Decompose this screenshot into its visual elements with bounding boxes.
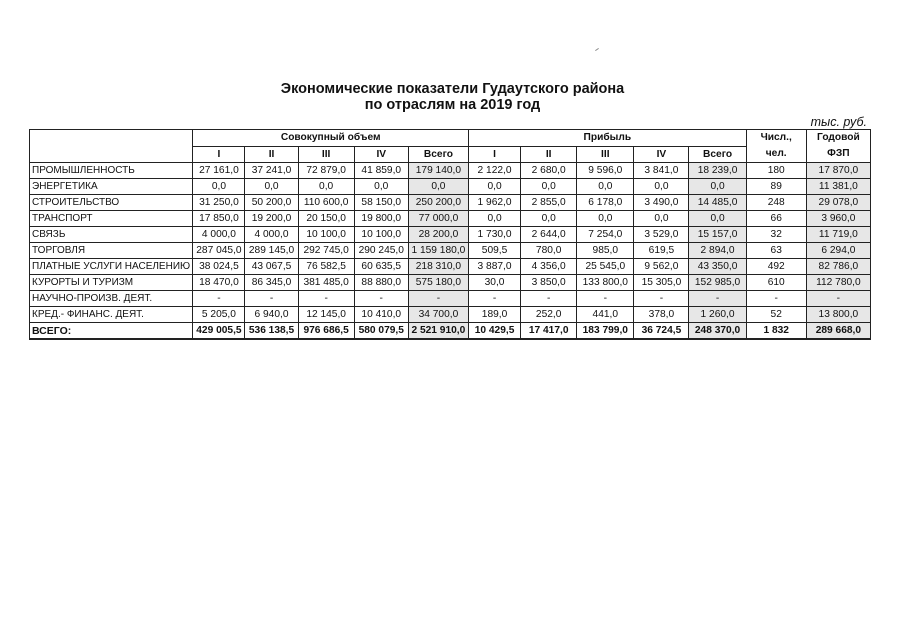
- volume-cell: 20 150,0: [298, 211, 354, 227]
- volume-total-cell: 218 310,0: [408, 259, 468, 275]
- volume-cell: 27 161,0: [193, 163, 245, 179]
- volume-cell: 289 145,0: [245, 243, 298, 259]
- employees-cell: 63: [746, 243, 806, 259]
- volume-cell: 31 250,0: [193, 195, 245, 211]
- volume-cell: 0,0: [245, 179, 298, 195]
- volume-cell: 76 582,5: [298, 259, 354, 275]
- row-name: СВЯЗЬ: [30, 227, 193, 243]
- profit-cell: 9 562,0: [634, 259, 689, 275]
- volume-cell: 10 100,0: [298, 227, 354, 243]
- row-name: КРЕД.- ФИНАНС. ДЕЯТ.: [30, 307, 193, 323]
- profit-cell: 0,0: [521, 179, 577, 195]
- profit-cell: 0,0: [634, 179, 689, 195]
- profit-cell: 3 490,0: [634, 195, 689, 211]
- profit-cell: 1 730,0: [469, 227, 521, 243]
- profit-cell: 619,5: [634, 243, 689, 259]
- profit-total-cell: 152 985,0: [689, 275, 746, 291]
- table-row: [30, 195, 871, 211]
- profit-cell: 2 855,0: [521, 195, 577, 211]
- employees-cell: 32: [746, 227, 806, 243]
- profit-total-cell: 15 157,0: [689, 227, 746, 243]
- volume-cell: -: [193, 291, 245, 307]
- profit-cell: 0,0: [577, 211, 634, 227]
- header-profit-q2: II: [521, 147, 577, 163]
- volume-cell: 976 686,5: [298, 323, 354, 340]
- profit-total-cell: 18 239,0: [689, 163, 746, 179]
- profit-cell: 133 800,0: [577, 275, 634, 291]
- payroll-cell: 112 780,0: [806, 275, 870, 291]
- volume-cell: 5 205,0: [193, 307, 245, 323]
- payroll-cell: 13 800,0: [806, 307, 870, 323]
- volume-cell: 6 940,0: [245, 307, 298, 323]
- table-row: [30, 163, 871, 179]
- profit-cell: 4 356,0: [521, 259, 577, 275]
- volume-cell: 4 000,0: [193, 227, 245, 243]
- profit-cell: 0,0: [469, 211, 521, 227]
- header-profit-total: Всего: [689, 147, 746, 163]
- profit-total-cell: -: [689, 291, 746, 307]
- volume-total-cell: -: [408, 291, 468, 307]
- header-blank-2: [30, 147, 193, 163]
- scan-mark: [595, 48, 599, 51]
- profit-cell: 0,0: [634, 211, 689, 227]
- header-volume-q3: III: [298, 147, 354, 163]
- table-row: [30, 211, 871, 227]
- volume-cell: 17 850,0: [193, 211, 245, 227]
- volume-cell: 0,0: [193, 179, 245, 195]
- volume-total-cell: 250 200,0: [408, 195, 468, 211]
- employees-cell: 180: [746, 163, 806, 179]
- volume-cell: 429 005,5: [193, 323, 245, 340]
- volume-cell: 86 345,0: [245, 275, 298, 291]
- profit-cell: 3 529,0: [634, 227, 689, 243]
- employees-cell: 248: [746, 195, 806, 211]
- profit-cell: 10 429,5: [469, 323, 521, 340]
- title-line-2: по отраслям на 2019 год: [364, 97, 541, 113]
- volume-cell: 10 100,0: [354, 227, 408, 243]
- row-name: КУРОРТЫ И ТУРИЗМ: [30, 275, 193, 291]
- table-body: [30, 163, 871, 340]
- profit-cell: 2 680,0: [521, 163, 577, 179]
- volume-cell: 290 245,0: [354, 243, 408, 259]
- table-row: [30, 227, 871, 243]
- volume-cell: 37 241,0: [245, 163, 298, 179]
- profit-cell: 25 545,0: [577, 259, 634, 275]
- header-volume: Совокупный объем: [193, 130, 469, 147]
- payroll-cell: 289 668,0: [806, 323, 870, 340]
- volume-total-cell: 179 140,0: [408, 163, 468, 179]
- header-employees-1: Числ.,: [746, 130, 806, 147]
- employees-cell: 610: [746, 275, 806, 291]
- payroll-cell: 3 960,0: [806, 211, 870, 227]
- header-profit: Прибыль: [469, 130, 747, 147]
- header-profit-q3: III: [577, 147, 634, 163]
- volume-cell: 10 410,0: [354, 307, 408, 323]
- volume-cell: 287 045,0: [193, 243, 245, 259]
- payroll-cell: 82 786,0: [806, 259, 870, 275]
- volume-cell: 19 200,0: [245, 211, 298, 227]
- header-payroll-1: Годовой: [806, 130, 870, 147]
- profit-cell: 780,0: [521, 243, 577, 259]
- volume-cell: 38 024,5: [193, 259, 245, 275]
- table-row: [30, 275, 871, 291]
- header-payroll-2: ФЗП: [806, 147, 870, 163]
- payroll-cell: -: [806, 291, 870, 307]
- payroll-cell: 29 078,0: [806, 195, 870, 211]
- profit-cell: 6 178,0: [577, 195, 634, 211]
- profit-cell: 9 596,0: [577, 163, 634, 179]
- row-name: СТРОИТЕЛЬСТВО: [30, 195, 193, 211]
- volume-total-cell: 28 200,0: [408, 227, 468, 243]
- row-name: ВСЕГО:: [30, 323, 193, 340]
- table-row: [30, 259, 871, 275]
- volume-total-cell: 1 159 180,0: [408, 243, 468, 259]
- profit-cell: 2 644,0: [521, 227, 577, 243]
- row-name: ПРОМЫШЛЕННОСТЬ: [30, 163, 193, 179]
- volume-total-cell: 34 700,0: [408, 307, 468, 323]
- economic-indicators-table: [29, 129, 871, 340]
- employees-cell: 52: [746, 307, 806, 323]
- profit-total-cell: 1 260,0: [689, 307, 746, 323]
- volume-cell: 292 745,0: [298, 243, 354, 259]
- profit-cell: -: [469, 291, 521, 307]
- volume-cell: 110 600,0: [298, 195, 354, 211]
- profit-cell: 15 305,0: [634, 275, 689, 291]
- profit-total-cell: 2 894,0: [689, 243, 746, 259]
- volume-cell: 4 000,0: [245, 227, 298, 243]
- payroll-cell: 11 719,0: [806, 227, 870, 243]
- volume-cell: 580 079,5: [354, 323, 408, 340]
- volume-cell: 12 145,0: [298, 307, 354, 323]
- table-row: [30, 291, 871, 307]
- units-label: тыс. руб.: [810, 115, 867, 129]
- title-line-1: Экономические показатели Гудаутского района: [280, 81, 625, 97]
- volume-cell: 18 470,0: [193, 275, 245, 291]
- volume-cell: -: [354, 291, 408, 307]
- row-name: ТРАНСПОРТ: [30, 211, 193, 227]
- header-row-quarters: [30, 147, 871, 163]
- profit-cell: 509,5: [469, 243, 521, 259]
- employees-cell: 1 832: [746, 323, 806, 340]
- volume-cell: 381 485,0: [298, 275, 354, 291]
- profit-cell: 17 417,0: [521, 323, 577, 340]
- volume-total-cell: 2 521 910,0: [408, 323, 468, 340]
- profit-total-cell: 0,0: [689, 179, 746, 195]
- header-row-groups: [30, 130, 871, 147]
- profit-cell: 36 724,5: [634, 323, 689, 340]
- profit-cell: -: [634, 291, 689, 307]
- profit-total-cell: 248 370,0: [689, 323, 746, 340]
- profit-cell: 985,0: [577, 243, 634, 259]
- header-blank: [30, 130, 193, 147]
- profit-cell: -: [521, 291, 577, 307]
- header-volume-total: Всего: [408, 147, 468, 163]
- profit-cell: 183 799,0: [577, 323, 634, 340]
- volume-cell: -: [298, 291, 354, 307]
- profit-cell: 3 887,0: [469, 259, 521, 275]
- volume-total-cell: 77 000,0: [408, 211, 468, 227]
- row-name: ТОРГОВЛЯ: [30, 243, 193, 259]
- profit-cell: -: [577, 291, 634, 307]
- employees-cell: 492: [746, 259, 806, 275]
- employees-cell: 66: [746, 211, 806, 227]
- profit-cell: 2 122,0: [469, 163, 521, 179]
- volume-cell: 0,0: [298, 179, 354, 195]
- profit-cell: 0,0: [469, 179, 521, 195]
- employees-cell: -: [746, 291, 806, 307]
- volume-cell: 88 880,0: [354, 275, 408, 291]
- volume-cell: 43 067,5: [245, 259, 298, 275]
- volume-total-cell: 0,0: [408, 179, 468, 195]
- table-row: [30, 179, 871, 195]
- payroll-cell: 6 294,0: [806, 243, 870, 259]
- profit-cell: 1 962,0: [469, 195, 521, 211]
- profit-total-cell: 43 350,0: [689, 259, 746, 275]
- volume-cell: 50 200,0: [245, 195, 298, 211]
- profit-cell: 30,0: [469, 275, 521, 291]
- table-row: [30, 243, 871, 259]
- row-name: НАУЧНО-ПРОИЗВ. ДЕЯТ.: [30, 291, 193, 307]
- table-row: [30, 307, 871, 323]
- header-volume-q1: I: [193, 147, 245, 163]
- volume-cell: -: [245, 291, 298, 307]
- profit-total-cell: 14 485,0: [689, 195, 746, 211]
- row-name: ПЛАТНЫЕ УСЛУГИ НАСЕЛЕНИЮ: [30, 259, 193, 275]
- volume-cell: 60 635,5: [354, 259, 408, 275]
- profit-total-cell: 0,0: [689, 211, 746, 227]
- total-row: [30, 323, 871, 340]
- volume-total-cell: 575 180,0: [408, 275, 468, 291]
- employees-cell: 89: [746, 179, 806, 195]
- volume-cell: 0,0: [354, 179, 408, 195]
- profit-cell: 441,0: [577, 307, 634, 323]
- profit-cell: 0,0: [577, 179, 634, 195]
- row-name: ЭНЕРГЕТИКА: [30, 179, 193, 195]
- header-profit-q1: I: [469, 147, 521, 163]
- profit-cell: 0,0: [521, 211, 577, 227]
- payroll-cell: 11 381,0: [806, 179, 870, 195]
- profit-cell: 3 841,0: [634, 163, 689, 179]
- volume-cell: 58 150,0: [354, 195, 408, 211]
- header-volume-q4: IV: [354, 147, 408, 163]
- payroll-cell: 17 870,0: [806, 163, 870, 179]
- header-volume-q2: II: [245, 147, 298, 163]
- volume-cell: 72 879,0: [298, 163, 354, 179]
- header-employees-2: чел.: [746, 147, 806, 163]
- volume-cell: 41 859,0: [354, 163, 408, 179]
- profit-cell: 252,0: [521, 307, 577, 323]
- volume-cell: 19 800,0: [354, 211, 408, 227]
- profit-cell: 189,0: [469, 307, 521, 323]
- volume-cell: 536 138,5: [245, 323, 298, 340]
- profit-cell: 378,0: [634, 307, 689, 323]
- header-profit-q4: IV: [634, 147, 689, 163]
- profit-cell: 7 254,0: [577, 227, 634, 243]
- profit-cell: 3 850,0: [521, 275, 577, 291]
